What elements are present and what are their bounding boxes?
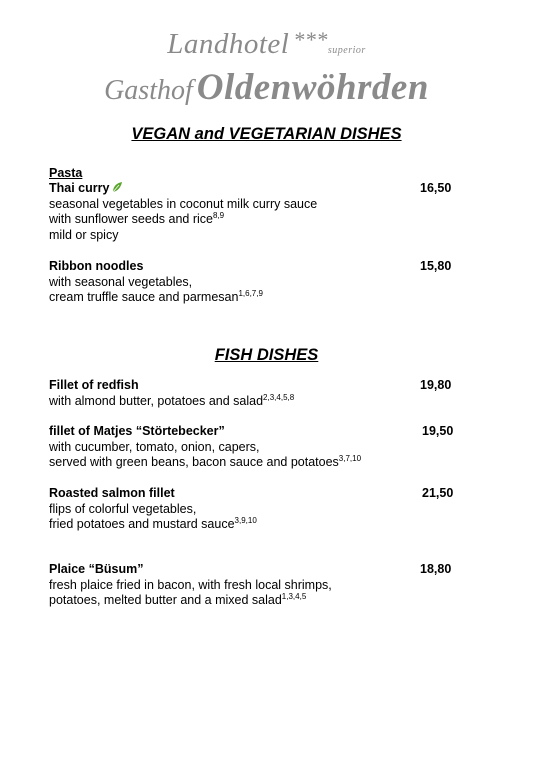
dish-description: flips of colorful vegetables, xyxy=(49,501,197,516)
dish-name: Roasted salmon fillet xyxy=(49,486,175,500)
allergen-codes: 1,6,7,9 xyxy=(238,289,263,298)
dish-plaice xyxy=(49,562,459,609)
price-ribbon-noodles: 15,80 xyxy=(420,259,452,273)
vegan-category xyxy=(49,166,459,182)
dish-name: Ribbon noodles xyxy=(49,259,144,273)
price-plaice: 18,80 xyxy=(420,562,452,576)
dish-description: mild or spicy xyxy=(49,227,119,242)
dish-description: with cucumber, tomato, onion, capers, xyxy=(49,439,260,454)
dish-description: seasonal vegetables in coconut milk curry sauce xyxy=(49,196,318,211)
logo-superior: superior xyxy=(327,45,366,56)
dish-description: with almond butter, potatoes and salad xyxy=(49,393,264,408)
section-title-fish: FISH DISHES xyxy=(214,346,319,364)
category-pasta: Pasta xyxy=(49,166,83,180)
dish-matjes xyxy=(49,424,459,471)
logo-line-2 xyxy=(0,66,533,109)
logo-line-1 xyxy=(0,27,533,61)
allergen-codes: 1,3,4,5 xyxy=(281,592,307,601)
allergen-codes: 3,9,10 xyxy=(234,516,257,525)
dish-description: fried potatoes and mustard sauce xyxy=(49,517,235,531)
allergen-codes: 3,7,10 xyxy=(338,454,362,463)
dish-name: fillet of Matjes “Störtebecker” xyxy=(49,424,225,438)
dish-name: Fillet of redfish xyxy=(49,378,139,392)
section-title-vegan: VEGAN and VEGETARIAN DISHES xyxy=(131,125,402,143)
dish-description: with seasonal vegetables, xyxy=(49,274,193,289)
allergen-codes: 8,9 xyxy=(212,211,225,220)
logo-gasthof: Gasthof xyxy=(104,75,193,106)
dish-description: fresh plaice fried in bacon, with fresh local shrimps, xyxy=(49,577,332,592)
price-thai-curry: 16,50 xyxy=(420,181,452,195)
dish-description: potatoes, melted butter and a mixed salad xyxy=(49,593,282,607)
dish-description: cream truffle sauce and parmesan xyxy=(49,290,239,304)
price-matjes: 19,50 xyxy=(422,424,454,438)
dish-ribbon-noodles xyxy=(49,259,459,306)
dish-thai-curry xyxy=(49,181,459,243)
price-salmon: 21,50 xyxy=(422,486,454,500)
dish-description: with sunflower seeds and rice xyxy=(49,212,213,226)
price-redfish: 19,80 xyxy=(420,378,452,392)
logo-hotel-name: Landhotel xyxy=(167,28,290,60)
vegan-leaf-icon xyxy=(111,181,123,193)
logo-stars: *** xyxy=(293,27,328,52)
logo-oldenwoehrden: Oldenwöhrden xyxy=(196,67,429,108)
dish-description: served with green beans, bacon sauce and potatoes xyxy=(49,455,339,469)
dish-name: Plaice “Büsum” xyxy=(49,562,144,576)
allergen-codes: 2,3,4,5,8 xyxy=(263,392,295,402)
dish-salmon xyxy=(49,486,459,533)
dish-name: Thai curry xyxy=(49,181,110,195)
dish-redfish xyxy=(49,378,459,409)
